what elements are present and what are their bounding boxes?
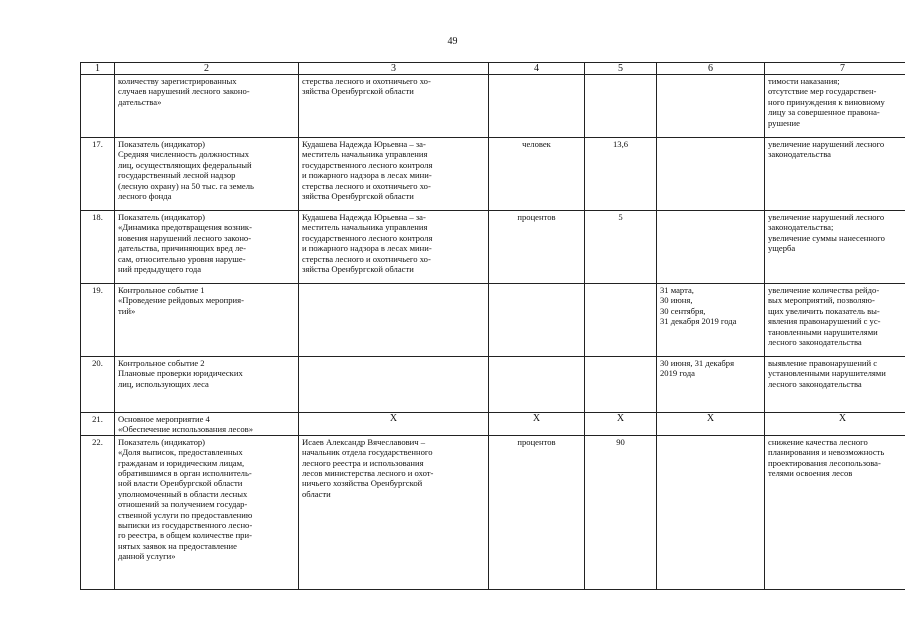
cell-text-line: установленными нарушителями [768,368,886,379]
responsible-cell [299,211,489,284]
indicator-name-cell [115,357,299,413]
cell-text-line: ственной услуги по предоставлению [118,509,253,520]
header-cell: 7 [765,63,905,75]
cell-text-line: гражданам и юридическим лицам, [118,457,245,468]
deadline-cell [657,435,765,589]
unit-cell: человек [489,138,585,211]
cell-text-line: Плановые проверки юридических [118,368,243,379]
cell-text-line: законодательства [768,149,831,160]
deadline-cell [657,284,765,357]
cell-text-line: увеличение суммы нанесенного [768,232,885,243]
cell-text-line: снижение качества лесного [768,436,868,447]
row-number-cell: 18. [81,211,115,284]
cell-text-line: явления правонарушений с ус- [768,316,881,327]
header-cell: 3 [299,63,489,75]
unit-cell: процентов [489,435,585,589]
row-number-cell [81,75,115,138]
consequences-cell [765,211,905,284]
header-cell: 1 [81,63,115,75]
cell-text-line: лесного реестра и использования [302,457,424,468]
cell-text-line: щих увеличить показатель вы- [768,305,880,316]
document-table [80,62,905,590]
value-cell: 5 [585,211,657,284]
cell-text-line: рушение [768,117,800,128]
cell-text-line: начальник отдела государственного [302,447,433,458]
table-row [81,357,905,413]
cell-text-line: Средняя численность должностных [118,149,250,160]
header-cell: 6 [657,63,765,75]
cell-text-line: стерства лесного и охотничьего хо- [302,180,431,191]
cell-text-line: тановленными нарушителями [768,326,878,337]
cell-text-line: вых мероприятий, позволяю- [768,295,875,306]
table-row [81,413,905,436]
cell-text-line: го реестра, в общем количестве при- [118,530,252,541]
cell-text-line: зяйства Оренбургской области [302,191,414,202]
responsible-cell [299,284,489,357]
cell-text-line: выписки из государственного лесно- [118,520,253,531]
cell-text-line: отношений за получением государ- [118,499,248,510]
cell-text-line: случаев нарушений лесного законо- [118,86,250,97]
row-number-cell: 22. [81,435,115,589]
responsible-cell [299,435,489,589]
cell-text-line: зяйства Оренбургской области [302,86,414,97]
cell-text-line: Показатель (индикатор) [118,139,206,149]
cell-text-line: лесного законодательства [768,337,862,348]
cell-text-line: телями освоения лесов [768,468,853,479]
indicator-name-cell [115,75,299,138]
cell-text-line: «Проведение рейдовых мероприя- [118,295,244,306]
cell-text-line: Кудашева Надежда Юрьевна – за- [302,212,426,222]
unit-cell [489,284,585,357]
cell-text-line: Контрольное событие 2 [118,358,205,368]
cell-text-line: 30 июня, [660,295,693,306]
deadline-cell [657,75,765,138]
unit-cell [489,75,585,138]
cell-text-line: дательства» [118,96,162,107]
cell-text-line: «Доля выписок, предоставленных [118,447,243,458]
cell-text-line: увеличение нарушений лесного [768,139,885,149]
cell-text-line: 30 сентября, [660,305,706,316]
cell-text-line: Показатель (индикатор) [118,212,206,222]
cell-text-line: Показатель (индикатор) [118,436,206,447]
cell-text-line: 31 марта, [660,285,694,295]
cell-text-line: данной услуги» [118,551,176,562]
cell-text-line: Кудашева Надежда Юрьевна – за- [302,139,426,149]
cell-text-line: лицу за совершенное правона- [768,107,880,118]
cell-text-line: количеству зарегистрированных [118,76,237,86]
cell-text-line: тимости наказания; [768,76,840,86]
cell-text-line: ного принуждения к виновному [768,96,885,107]
table-row [81,284,905,357]
cell-text-line: ной власти Оренбургской области [118,478,243,489]
value-cell: 13,6 [585,138,657,211]
cell-text-line: «Обеспечение использования лесов» [118,424,253,435]
value-cell [585,357,657,413]
cell-text-line: 2019 года [660,368,695,379]
cell-text-line: лесов министерства лесного и охот- [302,468,434,479]
consequences-cell [765,75,905,138]
cell-text-line: выявление правонарушений с [768,358,878,368]
indicator-name-cell [115,211,299,284]
row-number-cell: 21. [81,413,115,436]
cell-text-line: государственный лесной надзор [118,170,236,181]
cell-text-line: «Динамика предотвращения возник- [118,222,252,233]
cell-text-line: новения нарушений лесного законо- [118,232,252,243]
indicator-name-cell [115,435,299,589]
responsible-cell [299,75,489,138]
cell-text-line: лесного законодательства [768,378,862,389]
consequences-cell [765,138,905,211]
responsible-cell: Х [299,413,489,436]
header-cell: 2 [115,63,299,75]
cell-text-line: сам, относительно уровня наруше- [118,253,246,264]
cell-text-line: Исаев Александр Вячеславович – [302,436,426,447]
table-row [81,211,905,284]
row-number-cell: 17. [81,138,115,211]
deadline-cell [657,357,765,413]
header-cell: 4 [489,63,585,75]
cell-text-line: увеличение нарушений лесного [768,212,885,222]
cell-text-line: и пожарного надзора в лесах мини- [302,243,432,254]
deadline-cell: Х [657,413,765,436]
cell-text-line: тий» [118,305,136,316]
unit-cell: Х [489,413,585,436]
cell-text-line: и пожарного надзора в лесах мини- [302,170,432,181]
table-header-row [81,63,905,75]
row-number-cell: 20. [81,357,115,413]
cell-text-line: (лесную охрану) на 50 тыс. га земель [118,180,254,191]
cell-text-line: обратившимся в орган исполнитель- [118,468,252,479]
table-row [81,138,905,211]
cell-text-line: меститель начальника управления [302,222,428,233]
cell-text-line: 30 июня, 31 декабря [660,358,735,368]
cell-text-line: дательства, причиняющих вред ле- [118,243,246,254]
consequences-cell [765,357,905,413]
cell-text-line: законодательства; [768,222,834,233]
cell-text-line: уполномоченный в области лесных [118,488,248,499]
cell-text-line: стерства лесного и охотничьего хо- [302,253,431,264]
indicator-name-cell [115,413,299,436]
cell-text-line: зяйства Оренбургской области [302,264,414,275]
cell-text-line: Контрольное событие 1 [118,285,205,295]
table-row [81,75,905,138]
table-row [81,435,905,589]
page-number: 49 [447,36,458,47]
cell-text-line: государственного лесного контроля [302,232,433,243]
value-cell [585,75,657,138]
cell-text-line: отсутствие мер государствен- [768,86,877,97]
consequences-cell [765,284,905,357]
responsible-cell [299,357,489,413]
cell-text-line: лиц, использующих леса [118,378,209,389]
indicator-name-cell [115,284,299,357]
deadline-cell [657,211,765,284]
cell-text-line: увеличение количества рейдо- [768,285,880,295]
consequences-cell: Х [765,413,905,436]
cell-text-line: лиц, осуществляющих федеральный [118,159,252,170]
row-number-cell: 19. [81,284,115,357]
cell-text-line: ний предыдущего года [118,264,202,275]
cell-text-line: области [302,488,331,499]
indicator-name-cell [115,138,299,211]
cell-text-line: 31 декабря 2019 года [660,316,737,327]
value-cell: 90 [585,435,657,589]
value-cell [585,284,657,357]
cell-text-line: государственного лесного контроля [302,159,433,170]
consequences-cell [765,435,905,589]
cell-text-line: проектирования лесопользова- [768,457,881,468]
header-cell: 5 [585,63,657,75]
cell-text-line: стерства лесного и охотничьего хо- [302,76,431,86]
cell-text-line: нятых заявок на предоставление [118,540,237,551]
value-cell: Х [585,413,657,436]
cell-text-line: планирования и невозможность [768,447,885,458]
unit-cell [489,357,585,413]
cell-text-line: лесного фонда [118,191,172,202]
cell-text-line: меститель начальника управления [302,149,428,160]
unit-cell: процентов [489,211,585,284]
cell-text-line: ущерба [768,243,796,254]
cell-text-line: Основное мероприятие 4 [118,414,210,424]
cell-text-line: ничьего хозяйства Оренбургской [302,478,423,489]
responsible-cell [299,138,489,211]
deadline-cell [657,138,765,211]
